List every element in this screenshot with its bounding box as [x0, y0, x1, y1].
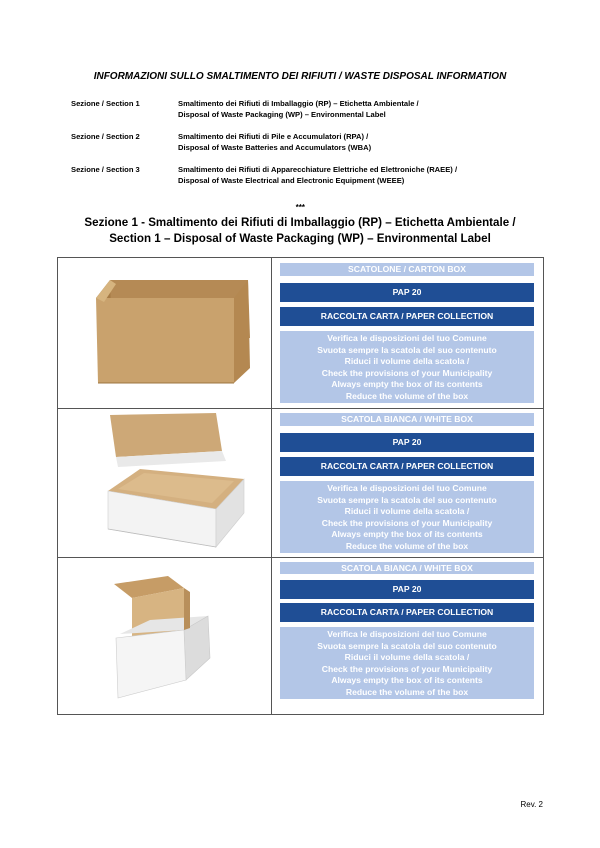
section-desc-en: Disposal of Waste Electrical and Electronic Equipment (WEEE)	[178, 176, 405, 185]
collection-label: RACCOLTA CARTA / PAPER COLLECTION	[280, 457, 534, 476]
small-white-box-image	[58, 558, 272, 714]
instruction-line: Reduce the volume of the box	[345, 686, 469, 697]
section-key: Sezione / Section 3	[71, 165, 140, 174]
table-row	[58, 558, 543, 714]
item-name-label: SCATOLONE / CARTON BOX	[280, 263, 534, 276]
section-index	[71, 98, 541, 197]
instruction-line: Verifica le disposizioni del tuo Comune	[327, 483, 487, 493]
item-code-label: PAP 20	[280, 580, 534, 599]
instruction-line: Riduci il volume della scatola /	[344, 506, 470, 516]
instruction-line: Riduci il volume della scatola /	[344, 652, 470, 662]
disposal-instructions	[280, 481, 534, 553]
white-box-image	[58, 409, 272, 557]
carton-box-image	[58, 258, 272, 408]
section-heading	[0, 215, 600, 247]
separator: ***	[295, 203, 305, 212]
section-desc-it: Smaltimento dei Rifiuti di Pile e Accumulatori (RPA) /	[178, 132, 369, 141]
section-entry	[71, 131, 541, 153]
instruction-line: Check the provisions of your Municipality	[321, 517, 493, 528]
table-row	[58, 258, 543, 409]
instruction-line: Svuota sempre la scatola del suo contenuto	[317, 640, 497, 651]
section-entry	[71, 164, 541, 186]
instruction-line: Svuota sempre la scatola del suo contenuto	[317, 344, 497, 355]
instruction-line: Always empty the box of its contents	[331, 675, 483, 685]
instruction-line: Always empty the box of its contents	[331, 529, 483, 539]
page-title: INFORMAZIONI SULLO SMALTIMENTO DEI RIFIUTI / WASTE DISPOSAL INFORMATION	[93, 71, 507, 82]
instruction-line: Svuota sempre la scatola del suo contenuto	[317, 494, 497, 505]
instruction-line: Riduci il volume della scatola /	[344, 356, 470, 366]
instruction-line: Verifica le disposizioni del tuo Comune	[327, 333, 487, 343]
disposal-instructions	[280, 627, 534, 699]
item-code-label: PAP 20	[280, 283, 534, 302]
section-key: Sezione / Section 1	[71, 99, 140, 108]
item-code-label: PAP 20	[280, 433, 534, 452]
section-desc-en: Disposal of Waste Batteries and Accumulators (WBA)	[178, 143, 372, 152]
instruction-line: Reduce the volume of the box	[345, 540, 469, 551]
section-entry	[71, 98, 541, 120]
instruction-line: Reduce the volume of the box	[345, 390, 469, 401]
section-desc-it: Smaltimento dei Rifiuti di Imballaggio (RP) – Etichetta Ambientale /	[178, 99, 419, 108]
collection-label: RACCOLTA CARTA / PAPER COLLECTION	[280, 603, 534, 622]
item-name-label: SCATOLA BIANCA / WHITE BOX	[280, 413, 534, 426]
disposal-instructions	[280, 331, 534, 403]
instruction-line: Verifica le disposizioni del tuo Comune	[327, 629, 487, 639]
instruction-line: Check the provisions of your Municipality	[321, 663, 493, 674]
white-box-open-illustration	[58, 409, 271, 557]
item-name-label: SCATOLA BIANCA / WHITE BOX	[280, 562, 534, 574]
carton-box-illustration	[58, 258, 271, 408]
table-row	[58, 409, 543, 558]
section-heading-en: Section 1 – Disposal of Waste Packaging (WP) – Environmental Label	[109, 232, 491, 245]
small-white-box-illustration	[58, 558, 271, 714]
section-desc-it: Smaltimento dei Rifiuti di Apparecchiature Elettriche ed Elettroniche (RAEE) /	[178, 165, 458, 174]
revision-label: Rev. 2	[520, 800, 543, 809]
section-desc-en: Disposal of Waste Packaging (WP) – Environmental Label	[178, 110, 386, 119]
packaging-table	[57, 257, 544, 715]
section-key: Sezione / Section 2	[71, 132, 140, 141]
instruction-line: Check the provisions of your Municipality	[321, 367, 493, 378]
section-heading-it: Sezione 1 - Smaltimento dei Rifiuti di Imballaggio (RP) – Etichetta Ambientale /	[84, 216, 516, 229]
collection-label: RACCOLTA CARTA / PAPER COLLECTION	[280, 307, 534, 326]
instruction-line: Always empty the box of its contents	[331, 379, 483, 389]
